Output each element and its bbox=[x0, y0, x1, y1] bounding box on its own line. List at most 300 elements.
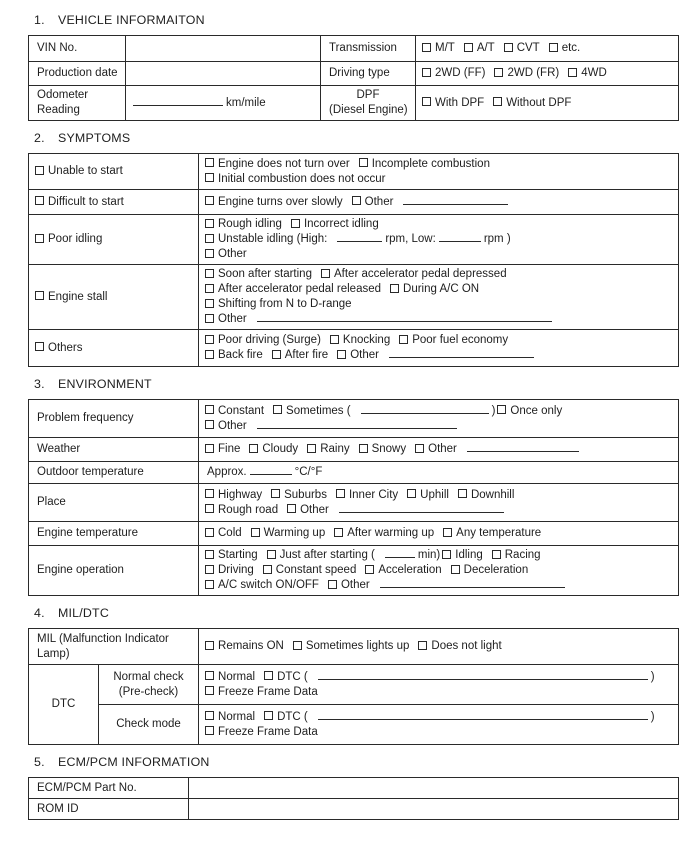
checkbox-icon bbox=[205, 565, 214, 574]
section-number: 2. bbox=[34, 131, 45, 145]
checkbox-icon bbox=[568, 68, 577, 77]
checkbox-option[interactable] bbox=[337, 349, 379, 361]
checkbox-option[interactable] bbox=[399, 334, 508, 346]
checkbox-option[interactable] bbox=[267, 549, 375, 561]
table-row bbox=[29, 629, 679, 665]
engine-temperature-label bbox=[29, 522, 199, 546]
checkbox-label: A/T bbox=[476, 42, 495, 54]
production-date-value bbox=[126, 62, 321, 86]
engine-temperature-options bbox=[199, 522, 679, 546]
table-row bbox=[29, 36, 679, 62]
checkbox-icon bbox=[35, 342, 44, 351]
dpf-label bbox=[321, 86, 416, 121]
static-text: ECM/PCM Part No. bbox=[37, 781, 137, 794]
form-line bbox=[35, 802, 182, 817]
checkbox-icon bbox=[390, 284, 399, 293]
checkbox-label: Once only bbox=[510, 404, 563, 417]
table-row bbox=[29, 190, 679, 215]
checkbox-icon bbox=[443, 528, 452, 537]
fill-in-blank bbox=[380, 578, 565, 588]
checkbox-icon bbox=[264, 671, 273, 680]
checkbox-option[interactable] bbox=[271, 489, 327, 501]
form-line bbox=[205, 419, 672, 434]
checkbox-option[interactable] bbox=[205, 640, 284, 652]
checkbox-label: Driving bbox=[218, 564, 254, 576]
checkbox-label: Other bbox=[218, 313, 247, 325]
checkbox-option[interactable] bbox=[205, 443, 240, 455]
checkbox-icon bbox=[492, 550, 501, 559]
checkbox-label: Poor fuel economy bbox=[412, 334, 509, 346]
environment-grid bbox=[28, 399, 679, 596]
checkbox-option[interactable] bbox=[205, 711, 255, 723]
checkbox-label: Downhill bbox=[470, 488, 515, 501]
static-text: Engine operation bbox=[37, 564, 124, 576]
checkbox-icon bbox=[205, 335, 214, 344]
checkbox-icon bbox=[205, 528, 214, 537]
checkbox-option[interactable] bbox=[35, 291, 107, 303]
checkbox-option[interactable] bbox=[422, 42, 455, 54]
checkbox-icon bbox=[205, 405, 214, 414]
checkbox-option[interactable] bbox=[251, 527, 326, 539]
checkbox-option[interactable] bbox=[359, 158, 490, 170]
vin-label bbox=[29, 36, 126, 62]
checkbox-icon bbox=[35, 196, 44, 205]
dtc-normal-check-options bbox=[199, 665, 679, 705]
checkbox-label: Other bbox=[350, 349, 379, 361]
checkbox-option[interactable] bbox=[205, 671, 255, 683]
form-line bbox=[327, 103, 409, 118]
form-line bbox=[327, 41, 409, 56]
checkbox-icon bbox=[205, 711, 214, 720]
form-line bbox=[35, 632, 192, 647]
symptom-poor-idling-detail bbox=[199, 215, 679, 265]
form-line bbox=[205, 548, 672, 563]
checkbox-option[interactable] bbox=[205, 420, 247, 432]
checkbox-icon bbox=[336, 489, 345, 498]
checkbox-label: Knocking bbox=[342, 334, 391, 346]
table-row bbox=[29, 705, 679, 745]
checkbox-icon bbox=[35, 166, 44, 175]
checkbox-icon bbox=[264, 711, 273, 720]
checkbox-icon bbox=[422, 43, 431, 52]
checkbox-option[interactable] bbox=[35, 196, 124, 208]
checkbox-option[interactable] bbox=[249, 443, 298, 455]
form-line bbox=[205, 312, 672, 327]
checkbox-icon bbox=[504, 43, 513, 52]
checkbox-icon bbox=[267, 550, 276, 559]
checkbox-label: Snowy bbox=[371, 443, 407, 455]
checkbox-option[interactable] bbox=[418, 640, 501, 652]
form-line bbox=[205, 670, 672, 685]
checkbox-label: DTC ( bbox=[277, 670, 308, 683]
checkbox-label: Engine turns over slowly bbox=[218, 195, 343, 208]
checkbox-label: After accelerator pedal depressed bbox=[333, 268, 507, 280]
checkbox-label: 2WD (FF) bbox=[435, 67, 486, 79]
checkbox-label: Idling bbox=[455, 549, 483, 561]
table-row bbox=[29, 522, 679, 546]
form-line bbox=[205, 297, 672, 312]
static-text: Normal check bbox=[113, 670, 184, 683]
driving-type-options bbox=[416, 62, 679, 86]
checkbox-icon bbox=[359, 444, 368, 453]
ecm-pcm-part-no-label bbox=[29, 778, 189, 799]
checkbox-label: Rough road bbox=[218, 503, 279, 516]
outdoor-temperature-label bbox=[29, 462, 199, 484]
checkbox-option[interactable] bbox=[443, 527, 541, 539]
checkbox-icon bbox=[287, 504, 296, 513]
static-text: ) bbox=[650, 710, 655, 723]
checkbox-icon bbox=[205, 444, 214, 453]
table-row bbox=[29, 778, 679, 799]
checkbox-option[interactable] bbox=[458, 489, 514, 501]
checkbox-icon bbox=[365, 565, 374, 574]
static-text: Production date bbox=[37, 67, 118, 79]
checkbox-label: Uphill bbox=[420, 488, 449, 501]
checkbox-icon bbox=[334, 528, 343, 537]
form-line bbox=[35, 341, 192, 356]
checkbox-label: Warming up bbox=[263, 527, 326, 539]
fill-in-blank bbox=[133, 96, 223, 106]
checkbox-option[interactable] bbox=[205, 549, 258, 561]
checkbox-option[interactable] bbox=[492, 549, 541, 561]
checkbox-icon bbox=[263, 565, 272, 574]
table-row bbox=[29, 400, 679, 438]
table-row bbox=[29, 546, 679, 596]
checkbox-option[interactable] bbox=[35, 165, 123, 177]
vehicle-information-grid bbox=[28, 35, 679, 121]
checkbox-label: Without DPF bbox=[506, 96, 572, 109]
symptom-difficult-to-start-detail bbox=[199, 190, 679, 215]
checkbox-option[interactable] bbox=[205, 349, 263, 361]
checkbox-icon bbox=[418, 641, 427, 650]
static-text: km/mile bbox=[226, 96, 266, 109]
checkbox-label: Shifting from N to D-range bbox=[218, 298, 352, 310]
checkbox-option[interactable] bbox=[422, 67, 485, 79]
checkbox-icon bbox=[205, 489, 214, 498]
checkbox-icon bbox=[205, 234, 214, 243]
checkbox-label: Rainy bbox=[320, 443, 350, 455]
place-options bbox=[199, 484, 679, 522]
checkbox-icon bbox=[205, 641, 214, 650]
checkbox-option[interactable] bbox=[307, 443, 349, 455]
checkbox-label: Unable to start bbox=[48, 165, 123, 177]
checkbox-option[interactable] bbox=[334, 527, 434, 539]
checkbox-icon bbox=[359, 158, 368, 167]
table-vehicle-information bbox=[28, 35, 678, 121]
checkbox-option[interactable] bbox=[205, 334, 321, 346]
symptom-difficult-to-start bbox=[29, 190, 199, 215]
symptom-engine-stall-detail bbox=[199, 265, 679, 330]
checkbox-option[interactable] bbox=[287, 504, 329, 516]
checkbox-option[interactable] bbox=[205, 158, 350, 170]
checkbox-label: Just after starting ( bbox=[279, 549, 375, 561]
checkbox-icon bbox=[442, 550, 451, 559]
checkbox-label: Rough idling bbox=[218, 218, 282, 230]
checkbox-option[interactable] bbox=[293, 640, 410, 652]
fill-in-blank bbox=[318, 670, 648, 680]
checkbox-option[interactable] bbox=[205, 268, 312, 280]
static-text: (Pre-check) bbox=[118, 685, 179, 698]
checkbox-option[interactable] bbox=[35, 233, 102, 245]
checkbox-label: 2WD (FR) bbox=[507, 67, 560, 79]
checkbox-option[interactable] bbox=[494, 67, 559, 79]
dtc-label bbox=[29, 665, 99, 745]
static-text: Weather bbox=[37, 443, 81, 455]
checkbox-label: Other bbox=[364, 195, 394, 208]
checkbox-label: Does not light bbox=[431, 640, 502, 652]
checkbox-icon bbox=[458, 489, 467, 498]
static-text: Place bbox=[37, 496, 66, 508]
form-line bbox=[205, 282, 672, 297]
checkbox-option[interactable] bbox=[205, 248, 247, 260]
production-date-label bbox=[29, 62, 126, 86]
form-line bbox=[205, 195, 672, 210]
section-number: 4. bbox=[34, 606, 45, 620]
fill-in-blank bbox=[361, 404, 489, 414]
checkbox-icon bbox=[337, 350, 346, 359]
static-text: Driving type bbox=[329, 67, 390, 79]
checkbox-label: Other bbox=[428, 443, 457, 455]
rom-id-value bbox=[189, 799, 679, 820]
fill-in-blank bbox=[403, 195, 508, 205]
table-ecm-pcm-information bbox=[28, 777, 678, 820]
checkbox-icon bbox=[35, 234, 44, 243]
checkbox-option[interactable] bbox=[330, 334, 390, 346]
section-vehicle-information bbox=[28, 13, 678, 121]
ecm-pcm-part-no-value bbox=[189, 778, 679, 799]
weather-options bbox=[199, 438, 679, 462]
checkbox-option[interactable] bbox=[205, 313, 247, 325]
static-text: ) bbox=[491, 404, 496, 417]
checkbox-option[interactable] bbox=[568, 67, 607, 79]
form-line bbox=[205, 442, 672, 457]
fill-in-blank bbox=[337, 232, 382, 242]
checkbox-option[interactable] bbox=[504, 42, 540, 54]
static-text: Engine temperature bbox=[37, 527, 139, 539]
checkbox-option[interactable] bbox=[205, 405, 264, 417]
checkbox-label: Remains ON bbox=[218, 640, 284, 652]
engine-operation-options bbox=[199, 546, 679, 596]
checkbox-icon bbox=[249, 444, 258, 453]
checkbox-label: Constant speed bbox=[275, 564, 357, 576]
section-environment bbox=[28, 377, 678, 596]
checkbox-option[interactable] bbox=[205, 527, 242, 539]
checkbox-option[interactable] bbox=[205, 564, 254, 576]
static-text: min) bbox=[417, 549, 441, 561]
checkbox-option[interactable] bbox=[263, 564, 357, 576]
checkbox-label: With DPF bbox=[435, 96, 485, 109]
section-ecm-pcm-information bbox=[28, 755, 678, 820]
checkbox-label: Highway bbox=[218, 488, 263, 501]
section-heading bbox=[34, 377, 678, 392]
table-environment bbox=[28, 399, 678, 596]
checkbox-label: Fine bbox=[218, 443, 241, 455]
checkbox-option[interactable] bbox=[451, 564, 529, 576]
table-row bbox=[29, 438, 679, 462]
checkbox-icon bbox=[330, 335, 339, 344]
section-number: 1. bbox=[34, 13, 45, 27]
checkbox-option[interactable] bbox=[336, 489, 398, 501]
form-line bbox=[205, 333, 672, 348]
static-text: (Diesel Engine) bbox=[329, 104, 408, 116]
checkbox-option[interactable] bbox=[272, 349, 328, 361]
checkbox-option[interactable] bbox=[205, 283, 381, 295]
checkbox-label: Poor idling bbox=[48, 233, 103, 245]
checkbox-option[interactable] bbox=[365, 564, 441, 576]
checkbox-icon bbox=[205, 726, 214, 735]
checkbox-option[interactable] bbox=[205, 579, 319, 591]
checkbox-option[interactable] bbox=[549, 42, 581, 54]
section-number: 3. bbox=[34, 377, 45, 391]
form-line bbox=[35, 465, 192, 480]
table-symptoms bbox=[28, 153, 678, 367]
fill-in-blank bbox=[439, 232, 481, 242]
ecm-pcm-information-grid bbox=[28, 777, 679, 820]
checkbox-option[interactable] bbox=[264, 671, 308, 683]
form-line bbox=[105, 685, 192, 700]
form-line bbox=[205, 172, 672, 187]
form-line bbox=[205, 526, 672, 541]
checkbox-option[interactable] bbox=[205, 218, 282, 230]
checkbox-option[interactable] bbox=[205, 489, 262, 501]
static-text: DPF bbox=[356, 89, 380, 101]
table-row bbox=[29, 154, 679, 190]
checkbox-option[interactable] bbox=[205, 504, 278, 516]
vin-value bbox=[126, 36, 321, 62]
checkbox-label: Back fire bbox=[218, 349, 263, 361]
checkbox-label: Engine does not turn over bbox=[218, 157, 350, 170]
form-line bbox=[35, 195, 192, 210]
checkbox-option[interactable] bbox=[321, 268, 507, 280]
checkbox-icon bbox=[35, 291, 44, 300]
section-number: 5. bbox=[34, 755, 45, 769]
mil-options bbox=[199, 629, 679, 665]
form-line bbox=[35, 781, 182, 796]
checkbox-option[interactable] bbox=[390, 283, 479, 295]
dtc-normal-check-label bbox=[99, 665, 199, 705]
checkbox-icon bbox=[205, 671, 214, 680]
symptom-poor-idling bbox=[29, 215, 199, 265]
form-line bbox=[205, 639, 672, 654]
section-title: MIL/DTC bbox=[58, 606, 109, 620]
section-mil-dtc bbox=[28, 606, 678, 745]
checkbox-label: Other bbox=[340, 579, 370, 591]
table-row bbox=[29, 330, 679, 367]
checkbox-label: Other bbox=[218, 419, 247, 432]
form-line bbox=[35, 164, 192, 179]
checkbox-label: During A/C ON bbox=[403, 283, 480, 295]
checkbox-icon bbox=[272, 350, 281, 359]
checkbox-label: After fire bbox=[284, 349, 329, 361]
checkbox-icon bbox=[494, 68, 503, 77]
checkbox-option[interactable] bbox=[273, 405, 351, 417]
form-line bbox=[205, 578, 672, 593]
place-label bbox=[29, 484, 199, 522]
checkbox-label: etc. bbox=[561, 42, 581, 54]
checkbox-label: Poor driving (Surge) bbox=[218, 334, 321, 346]
static-text: ROM ID bbox=[37, 802, 79, 815]
form-line bbox=[35, 41, 119, 56]
checkbox-option[interactable] bbox=[205, 726, 318, 738]
checkbox-label: Starting bbox=[218, 549, 258, 561]
outdoor-temperature-value bbox=[199, 462, 679, 484]
dtc-check-mode-label bbox=[99, 705, 199, 745]
form-line bbox=[205, 710, 672, 725]
checkbox-option[interactable] bbox=[359, 443, 407, 455]
checkbox-label: Sometimes ( bbox=[286, 404, 351, 417]
transmission-label bbox=[321, 36, 416, 62]
dtc-check-mode-options bbox=[199, 705, 679, 745]
form-line bbox=[205, 725, 672, 740]
section-title: ECM/PCM INFORMATION bbox=[58, 755, 210, 769]
checkbox-option[interactable] bbox=[264, 711, 308, 723]
form-line bbox=[205, 563, 672, 578]
driving-type-label bbox=[321, 62, 416, 86]
form-line bbox=[205, 348, 672, 363]
checkbox-option[interactable] bbox=[464, 42, 495, 54]
checkbox-option[interactable] bbox=[352, 196, 394, 208]
checkbox-option[interactable] bbox=[328, 579, 370, 591]
checkbox-icon bbox=[451, 565, 460, 574]
checkbox-option[interactable] bbox=[35, 342, 83, 354]
odometer-reading-value bbox=[126, 86, 321, 121]
problem-frequency-label bbox=[29, 400, 199, 438]
static-text: Check mode bbox=[116, 718, 181, 730]
checkbox-label: Incorrect idling bbox=[303, 218, 379, 230]
checkbox-icon bbox=[205, 173, 214, 182]
checkbox-option[interactable] bbox=[493, 97, 571, 109]
checkbox-label: Others bbox=[48, 341, 83, 354]
checkbox-option[interactable] bbox=[497, 405, 562, 417]
checkbox-option[interactable] bbox=[205, 173, 385, 185]
checkbox-option[interactable] bbox=[205, 196, 343, 208]
weather-label bbox=[29, 438, 199, 462]
section-heading bbox=[34, 131, 678, 146]
mil-dtc-grid bbox=[28, 628, 679, 745]
symptoms-grid bbox=[28, 153, 679, 367]
checkbox-icon bbox=[205, 284, 214, 293]
checkbox-option[interactable] bbox=[422, 97, 484, 109]
checkbox-label: 4WD bbox=[581, 67, 607, 79]
form-line bbox=[35, 647, 192, 662]
checkbox-label: Suburbs bbox=[284, 488, 327, 501]
symptom-unable-to-start-detail bbox=[199, 154, 679, 190]
checkbox-label: Constant bbox=[218, 404, 265, 417]
section-title: SYMPTOMS bbox=[58, 131, 131, 145]
checkbox-option[interactable] bbox=[205, 686, 318, 698]
fill-in-blank bbox=[257, 419, 457, 429]
engine-operation-label bbox=[29, 546, 199, 596]
checkbox-icon bbox=[205, 299, 214, 308]
checkbox-option[interactable] bbox=[205, 298, 352, 310]
checkbox-option[interactable] bbox=[205, 233, 327, 245]
symptom-others-detail bbox=[199, 330, 679, 367]
table-row bbox=[29, 484, 679, 522]
section-heading bbox=[34, 755, 678, 770]
checkbox-option[interactable] bbox=[442, 549, 483, 561]
checkbox-label: After accelerator pedal released bbox=[218, 283, 382, 295]
static-text: rpm ) bbox=[483, 233, 511, 245]
form-line bbox=[205, 404, 672, 419]
static-text: Problem frequency bbox=[37, 412, 134, 424]
checkbox-option[interactable] bbox=[415, 443, 457, 455]
static-text: DTC bbox=[51, 698, 76, 710]
checkbox-label: Racing bbox=[504, 549, 541, 561]
checkbox-icon bbox=[422, 68, 431, 77]
checkbox-option[interactable] bbox=[407, 489, 449, 501]
checkbox-option[interactable] bbox=[291, 218, 379, 230]
checkbox-label: M/T bbox=[435, 42, 455, 54]
